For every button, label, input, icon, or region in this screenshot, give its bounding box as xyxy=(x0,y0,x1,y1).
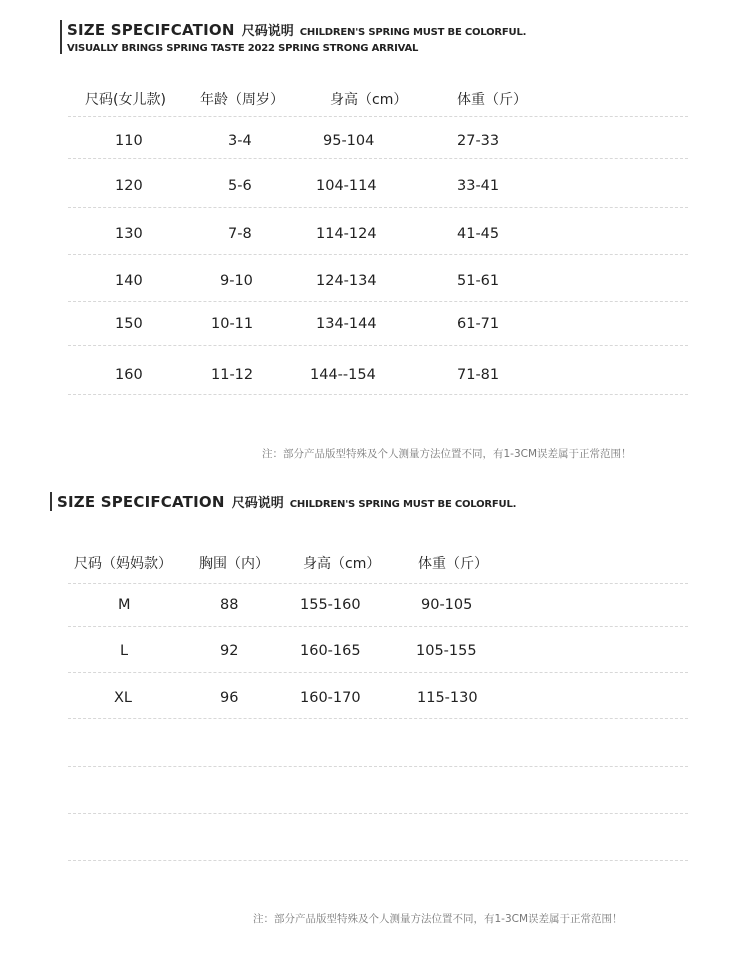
row-divider xyxy=(68,766,688,767)
cell-weight: 61-71 xyxy=(457,316,500,332)
header-title-cn: 尺码说明 xyxy=(231,496,284,511)
cell-size: 120 xyxy=(115,178,143,194)
column-header-height: 身高（cm） xyxy=(303,556,381,572)
cell-weight: 90-105 xyxy=(421,597,473,613)
cell-weight: 51-61 xyxy=(457,273,500,289)
measurement-note: 注：部分产品版型特殊及个人测量方法位置不同，有1-3CM误差属于正常范围！ xyxy=(262,448,632,460)
cell-weight: 105-155 xyxy=(416,643,477,659)
column-header-size: 尺码（妈妈款） xyxy=(74,556,172,572)
cell-height: 114-124 xyxy=(316,226,377,242)
cell-height: 155-160 xyxy=(300,597,361,613)
cell-age: 9-10 xyxy=(220,273,253,289)
cell-age: 7-8 xyxy=(228,226,252,242)
row-divider xyxy=(68,583,688,584)
column-header-weight: 体重（斤） xyxy=(418,556,488,572)
header-tagline: CHILDREN'S SPRING MUST BE COLORFUL. xyxy=(299,27,527,38)
cell-size: 160 xyxy=(115,367,143,383)
header-title: SIZE SPECIFCATION xyxy=(57,493,225,511)
cell-weight: 115-130 xyxy=(417,690,478,706)
header-tagline: CHILDREN'S SPRING MUST BE COLORFUL. xyxy=(289,499,517,510)
cell-weight: 41-45 xyxy=(457,226,500,242)
cell-age: 11-12 xyxy=(211,367,254,383)
cell-size: 140 xyxy=(115,273,143,289)
column-header-size: 尺码(女儿款) xyxy=(85,92,166,108)
cell-height: 160-165 xyxy=(300,643,361,659)
cell-age: 3-4 xyxy=(228,133,252,149)
cell-size: 110 xyxy=(115,133,143,149)
cell-height: 144--154 xyxy=(310,367,376,383)
cell-bust: 96 xyxy=(220,690,239,706)
cell-height: 134-144 xyxy=(316,316,377,332)
column-header-bust: 胸围（内） xyxy=(199,556,269,572)
cell-bust: 88 xyxy=(220,597,239,613)
cell-age: 10-11 xyxy=(211,316,254,332)
measurement-note: 注：部分产品版型特殊及个人测量方法位置不同，有1-3CM误差属于正常范围！ xyxy=(253,913,623,925)
table-row xyxy=(0,636,750,666)
cell-height: 160-170 xyxy=(300,690,361,706)
row-divider xyxy=(68,718,688,719)
cell-height: 104-114 xyxy=(316,178,377,194)
cell-weight: 27-33 xyxy=(457,133,500,149)
cell-height: 124-134 xyxy=(316,273,377,289)
cell-size: 150 xyxy=(115,316,143,332)
cell-size: 130 xyxy=(115,226,143,242)
cell-size: L xyxy=(120,643,129,659)
header-title-cn: 尺码说明 xyxy=(241,24,294,39)
column-header-height: 身高（cm） xyxy=(330,92,408,108)
cell-height: 95-104 xyxy=(323,133,375,149)
cell-size: M xyxy=(118,597,131,613)
row-divider xyxy=(68,672,688,673)
header-subtagline: VISUALLY BRINGS SPRING TASTE 2022 SPRING STRONG ARRIVAL xyxy=(67,43,419,54)
row-divider xyxy=(68,813,688,814)
header-title: SIZE SPECIFCATION xyxy=(67,21,235,39)
cell-weight: 71-81 xyxy=(457,367,500,383)
row-divider xyxy=(68,626,688,627)
row-divider xyxy=(68,860,688,861)
section-header xyxy=(50,492,516,511)
column-header-age: 年龄（周岁） xyxy=(200,92,284,108)
column-header-weight: 体重（斤） xyxy=(457,92,527,108)
cell-bust: 92 xyxy=(220,643,239,659)
table-row xyxy=(0,683,750,713)
table-row xyxy=(0,590,750,620)
cell-size: XL xyxy=(114,690,133,706)
cell-weight: 33-41 xyxy=(457,178,500,194)
table-header-row xyxy=(0,549,750,579)
cell-age: 5-6 xyxy=(228,178,252,194)
